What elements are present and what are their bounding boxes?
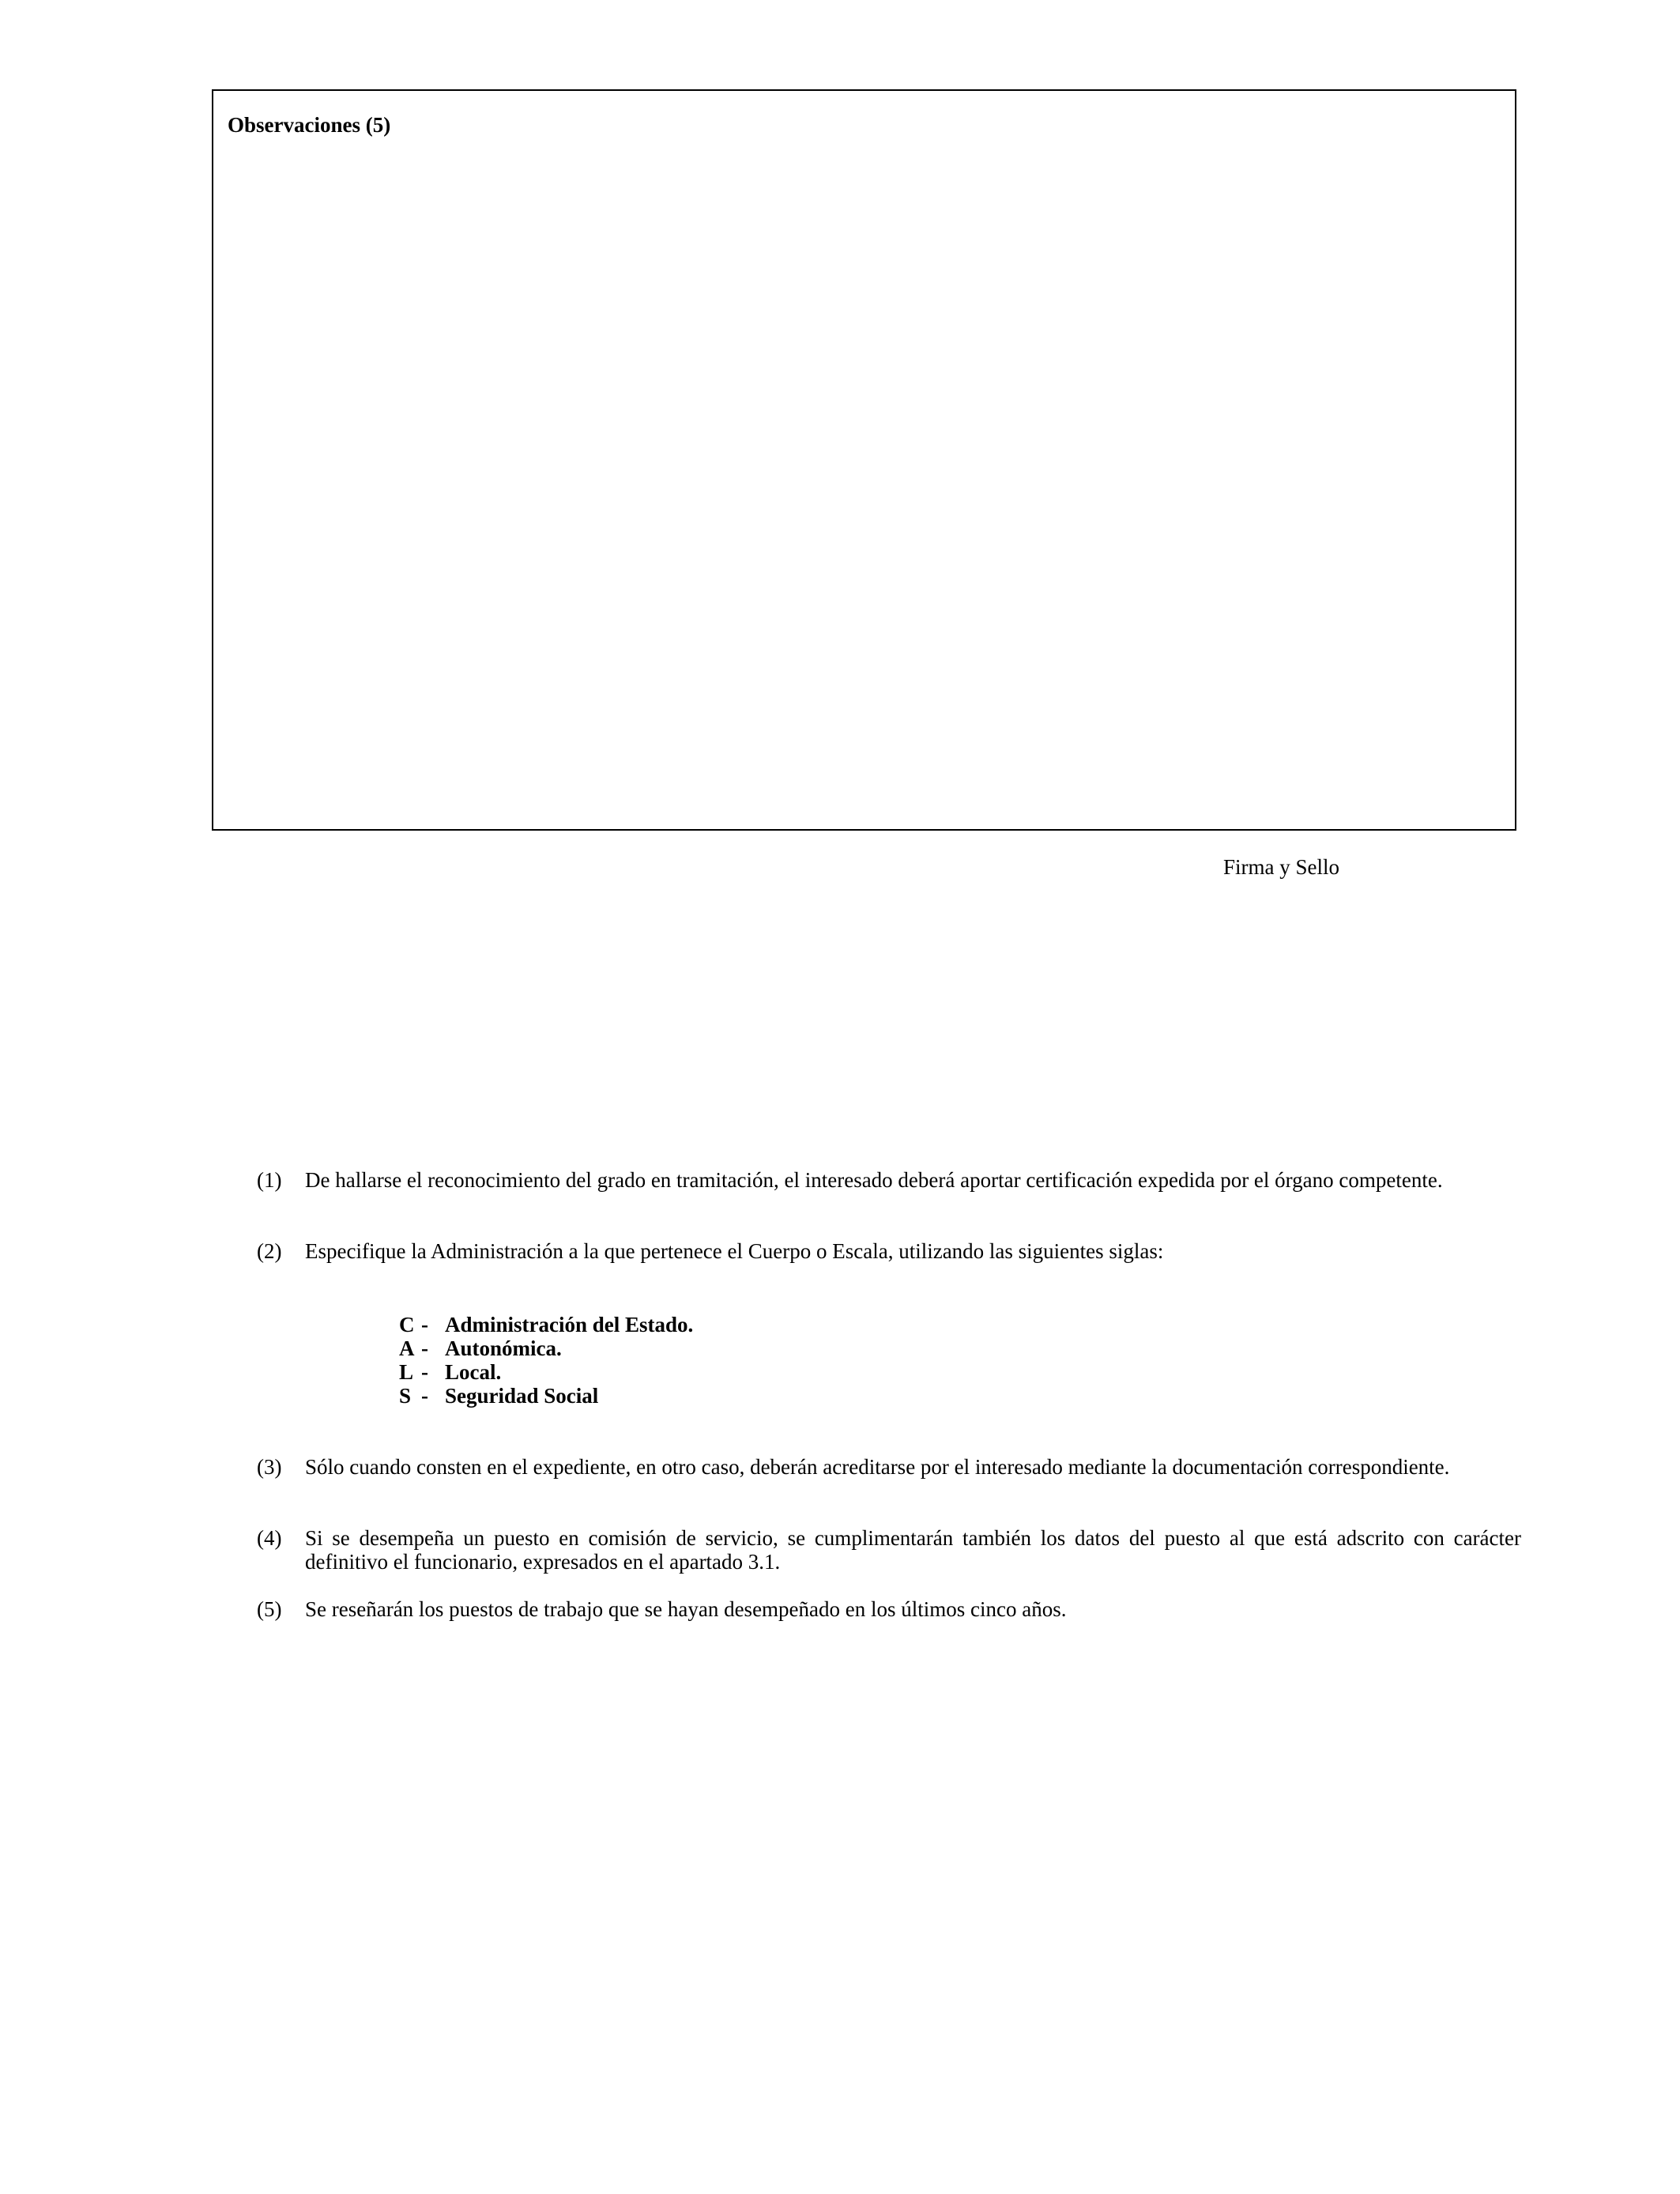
sigla-code: S [399,1384,412,1408]
sigla-code: C [399,1313,415,1336]
sigla-code: A [399,1336,415,1360]
footnote-5 [257,1597,1521,1621]
footnote-4 [257,1526,1521,1574]
footnote-number: (1) [257,1168,282,1192]
footnote-1 [257,1168,1521,1192]
sigla-label: Seguridad Social [445,1384,599,1408]
sigla-item [399,1313,693,1336]
sigla-label: Administración del Estado. [445,1313,694,1336]
sigla-dash: - [421,1313,428,1336]
footnote-2 [257,1239,1521,1263]
sigla-label: Autonómica. [445,1336,562,1360]
footnote-number: (5) [257,1597,282,1621]
sigla-dash: - [421,1336,428,1360]
footnote-number: (3) [257,1455,282,1479]
sigla-item [399,1336,562,1360]
footnote-text: Se reseñarán los puestos de trabajo que se hayan desempeñado en los últimos cinco años. [305,1597,1067,1621]
observaciones-title: Observaciones (5) [228,113,391,137]
footnote-text: De hallarse el reconocimiento del grado en tramitación, el interesado deberá aportar certificación expedida por el órgano competente. [305,1168,1443,1192]
sigla-item [399,1360,501,1384]
footnote-number: (4) [257,1526,282,1550]
sigla-dash: - [421,1360,428,1384]
sigla-code: L [399,1360,414,1384]
sigla-item [399,1384,598,1408]
sigla-dash: - [421,1384,428,1408]
firma-label: Firma y Sello [1223,855,1339,879]
footnote-text: Si se desempeña un puesto en comisión de servicio, se cumplimentarán también los datos del puesto al que está adscrito con carácter definitivo el funcionario, expresados en el apartado 3.1. [305,1526,1521,1574]
sigla-label: Local. [445,1360,502,1384]
footnote-3 [257,1455,1521,1479]
footnote-text: Especifique la Administración a la que pertenece el Cuerpo o Escala, utilizando las siguientes siglas: [305,1239,1164,1263]
observaciones-box [212,89,1516,831]
footnote-number: (2) [257,1239,282,1263]
footnote-text: Sólo cuando consten en el expediente, en otro caso, deberán acreditarse por el interesado mediante la documentación correspondiente. [305,1455,1450,1479]
